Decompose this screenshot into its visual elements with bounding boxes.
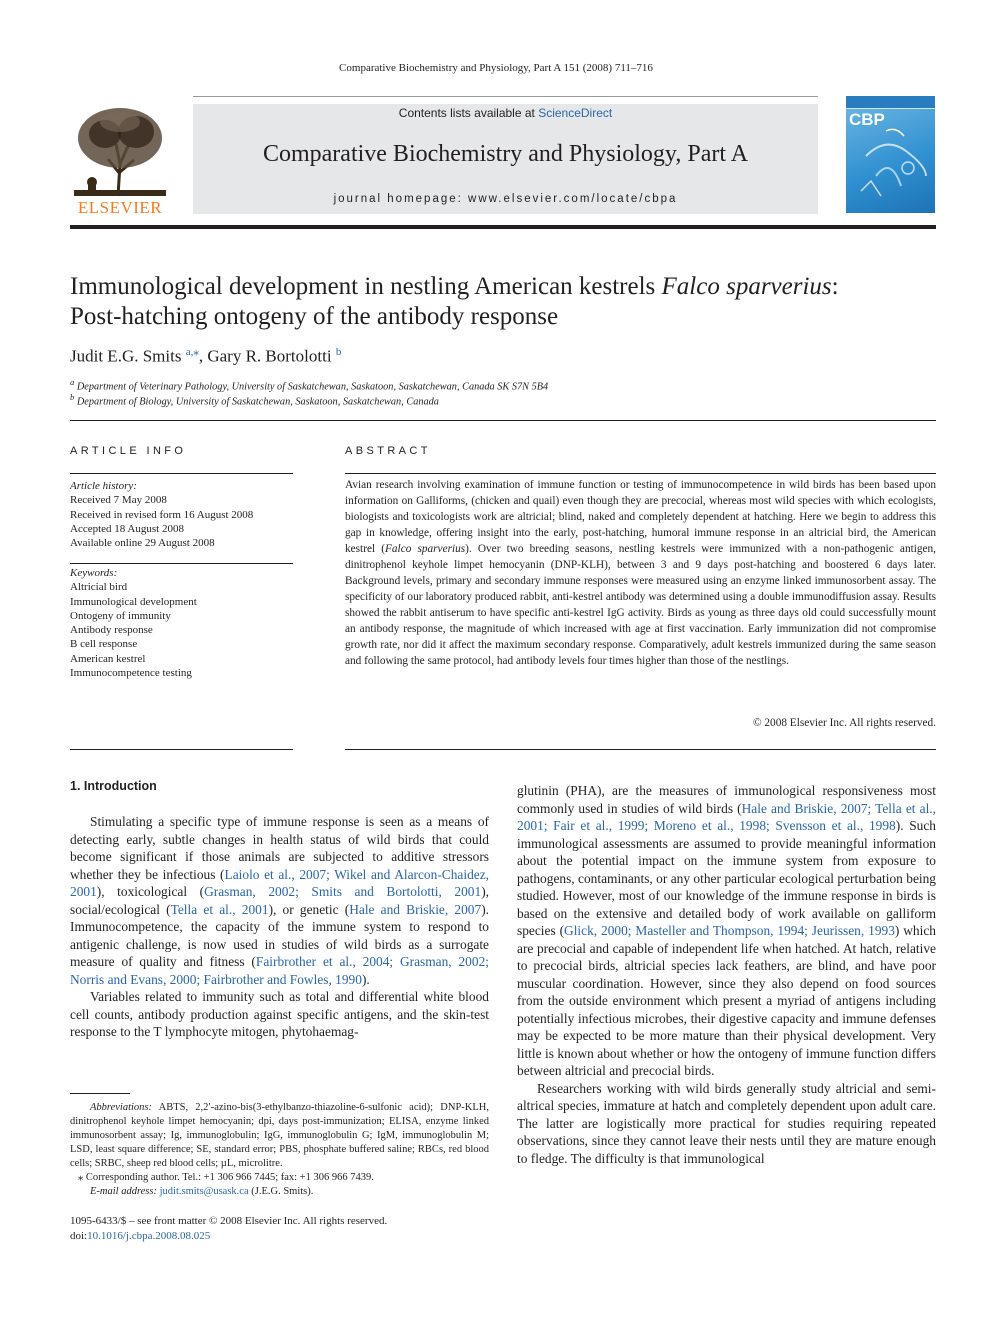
footnotes <box>70 1101 489 1199</box>
author-2: Gary R. Bortolotti <box>207 346 332 366</box>
keywords-label: Keywords: <box>70 567 118 579</box>
title-line1: Immunological development in nestling American kestrels <box>70 273 662 300</box>
abstract-rule <box>345 473 936 474</box>
header-thick-rule <box>70 225 936 229</box>
reference-link[interactable]: Hale and Briskie, 2007 <box>349 901 482 917</box>
corresponding-author-footnote <box>70 1171 489 1185</box>
abstract-species: Falco sparverius <box>385 543 466 555</box>
affiliation-b-text: Department of Biology, University of Saskatchewan, Saskatoon, Saskatchewan, Canada <box>76 396 439 408</box>
doi-link[interactable]: 10.1016/j.cbpa.2008.08.025 <box>87 1230 211 1242</box>
contents-prefix: Contents lists available at <box>398 106 539 120</box>
abbreviations-footnote <box>70 1101 489 1171</box>
reference-link[interactable]: Tella et al., 2001 <box>170 901 269 917</box>
affiliation-rule <box>70 420 936 421</box>
text-span: ). <box>361 971 370 987</box>
text-span: ), toxicological ( <box>96 884 205 899</box>
reference-link[interactable]: Grasman, 2002; Smits and Bortolotti, 2001 <box>204 884 482 899</box>
issn-line: 1095-6433/$ – see front matter © 2008 Elsevier Inc. All rights reserved. <box>70 1215 388 1227</box>
history-item: Available online 29 August 2008 <box>70 537 215 550</box>
affiliation-a-text: Department of Veterinary Pathology, University of Saskatchewan, Saskatoon, Saskatchewan, Canada SK S7N 5B4 <box>76 381 549 393</box>
author-1: Judit E.G. Smits <box>70 346 182 366</box>
abbreviations-label: Abbreviations: <box>90 1102 153 1113</box>
keywords-list <box>70 566 293 680</box>
issn-block <box>70 1214 387 1244</box>
sciencedirect-link[interactable]: ScienceDirect <box>538 106 613 120</box>
corresponding-mark: ⁎ <box>78 1172 84 1183</box>
doi-label: doi: <box>70 1230 88 1242</box>
email-link[interactable]: judit.smits@usask.ca <box>159 1186 249 1197</box>
article-info-heading: ARTICLE INFO <box>70 445 187 457</box>
history-item: Accepted 18 August 2008 <box>70 522 184 535</box>
author-separator: , <box>198 346 208 366</box>
abstract-part-1: Avian research involving examination of immune function or testing of immunocompetence in wild birds has been based upon information on Galliforms, (chicken and quail) even though they are precocial, whereas most wild species with which ecologists, biologists and toxicologists work are altricial; blind, naked and completely dependent at hatching. Here we begin to address this gap in knowledge, offering insight into the early, post-hatching, humoral immune response in an altricial bird, the American kestrel ( <box>345 479 936 555</box>
footnote-rule <box>70 1093 130 1094</box>
affiliation-a-mark: a <box>70 377 75 387</box>
right-column <box>517 782 936 1167</box>
keywords-rule <box>70 563 293 564</box>
author-2-affiliation[interactable]: b <box>335 346 342 358</box>
author-1-affiliation[interactable]: a,⁎ <box>185 346 199 358</box>
abstract-text <box>345 477 936 669</box>
journal-title: Comparative Biochemistry and Physiology, Part A <box>262 141 749 167</box>
title-species: Falco sparverius <box>661 273 832 300</box>
text-span: glutinin (PHA), are the measures of immunological responsiveness most commonly used in studies of wild birds ( <box>517 783 936 816</box>
doi-line <box>70 1229 387 1244</box>
keyword: Immunological development <box>70 595 197 608</box>
reference-link[interactable]: Hale and Briskie, 2007; Tella et al., 2001; Fair et al., 1999; Moreno et al., 1998; Svensson et al., 1998 <box>517 800 936 833</box>
text-span: ). Such immunological assessments are assumed to provide meaningful information about the potential impact on the immune system from exposure to pathogens, contaminants, or any other particular ecological perturbation being studied. However, most of our knowledge of the immune response in birds is based on the extensive and detailed body of work available on galliform species ( <box>517 818 936 938</box>
email-footnote <box>70 1185 489 1199</box>
email-suffix: (J.E.G. Smits). <box>248 1186 314 1197</box>
journal-homepage[interactable]: journal homepage: www.elsevier.com/locate/cbpa <box>333 193 678 205</box>
keyword: B cell response <box>70 638 138 651</box>
introduction-heading: 1. Introduction <box>70 779 157 793</box>
title-line2: Post-hatching ontogeny of the antibody response <box>70 303 559 330</box>
reference-link[interactable]: Glick, 2000; Masteller and Thompson, 1994; Jeurissen, 1993 <box>564 923 895 938</box>
contents-available-line <box>193 106 818 120</box>
corresponding-text: Corresponding author. Tel.: +1 306 966 7445; fax: +1 306 966 7439. <box>83 1172 374 1183</box>
history-item: Received in revised form 16 August 2008 <box>70 508 254 521</box>
affiliation-b-mark: b <box>70 392 75 402</box>
intro-paragraph-2: Variables related to immunity such as total and differential white blood cell counts, antibody production against specific antigens, and the skin-test response to the T lymphocyte mitogen, phytohaemag- <box>70 989 489 1039</box>
reference-link[interactable]: Laiolo et al., 2007; Wikel and Alarcon-Chaidez, 2001 <box>70 866 490 899</box>
keyword: American kestrel <box>70 652 146 665</box>
article-info-rule <box>70 473 293 474</box>
reference-link[interactable]: Fairbrother et al., 2004; Grasman, 2002; Norris and Evans, 2000; Fairbrother and Fowles, 1990 <box>70 954 489 987</box>
text-span: ). Immunocompetence, the capacity of the immune system to respond to antigenic challenge, is now used in studies of wild birds as a surrogate measure of quality and fitness ( <box>70 901 489 969</box>
affiliation-b <box>70 392 439 407</box>
abstract-copyright: © 2008 Elsevier Inc. All rights reserved. <box>752 717 936 729</box>
author-list <box>70 345 341 367</box>
email-label: E-mail address: <box>90 1186 157 1197</box>
intro-paragraph-1 <box>70 813 489 988</box>
article-info-bottom-rule <box>70 749 293 750</box>
history-item: Received 7 May 2008 <box>70 494 167 507</box>
keyword: Immunocompetence testing <box>70 667 192 680</box>
elsevier-wordmark: ELSEVIER <box>77 198 163 217</box>
text-span: ), or genetic ( <box>268 901 350 917</box>
keyword: Ontogeny of immunity <box>70 609 171 622</box>
text-span: ) which are precocial and capable of independent life when hatched. At hatch, relative to precocial birds, altricial species lack feathers, are blind, and have poor muscular coordination. However, since they also depend on food sources from the outside environment which present a myriad of antigens including potentially infectious microbes, their digestive capacity and immune defenses may be expected to be more mature than their physical development. Very little is known about whether or how the ontogeny of immune function differs between altricial and precocial birds. <box>517 923 936 1078</box>
cover-cbp-label: CBP <box>849 110 885 129</box>
header-top-rule <box>193 96 818 97</box>
abstract-bottom-rule <box>345 749 936 750</box>
history-label: Article history: <box>70 480 137 492</box>
article-history <box>70 479 293 550</box>
affiliation-a <box>70 377 548 392</box>
abstract-part-2: ). Over two breeding seasons, nestling kestrels were immunized with a non-pathogenic antigen, dinitrophenol keyhole limpet hemocyanin (DNP-KLH), between 3 and 9 days post-hatching and boostered 6 days later. Background levels, primary and secondary immune responses were measured using an enzyme linked immunosorbent assay. The specificity of our laboratory produced rabbit, anti-kestrel antibody was determined using a double immunodiffusion assay. Results showed the rabbit antiserum to have specific anti-kestrel IgG activity. Birds as young as three days old could successfully mount an antibody response, the magnitude of which increased with age at first vaccination. Early immunization did not compromise growth rate, nor did it affect the maximum secondary response. Comparatively, adult kestrels immunized during the same season and following the same protocol, had antibody levels four times higher than those of the nestlings. <box>345 543 937 667</box>
left-column <box>70 813 489 1041</box>
keyword: Antibody response <box>70 624 153 637</box>
text-span: ), social/ecological ( <box>70 884 489 917</box>
abbreviations-text: ABTS, 2,2′-azino-bis(3-ethylbanzo-thiazoline-6-sulfonic acid); DNP-KLH, dinitrophenol keyhole limpet hemocyanin; dpi, days post-immunization; ELISA, enzyme linked immunosorbent assay; Ig, immunoglobulin; IgG, immunoglobulin G; IgM, immunoglobulin M; LSD, least square difference; SE, standard error; PBS, phosphate buffered saline; RBCs, red blood cells; SRBC, sheep red blood cells; µL, microlitre. <box>70 1102 489 1169</box>
intro-paragraph-2-continued <box>517 782 936 1080</box>
intro-paragraph-3: Researchers working with wild birds generally study altricial and semi-altrical species, immature at hatch and completely dependent upon adult care. The latter are logistically more practical for studies requiring repeated observations, since they cannot leave their nests until they are mature enough to fledge. The difficulty is that immunological <box>517 1080 936 1166</box>
keyword: Altricial bird <box>70 581 128 594</box>
journal-citation: Comparative Biochemistry and Physiology, Part A 151 (2008) 711–716 <box>339 62 653 74</box>
abstract-heading: ABSTRACT <box>345 445 431 457</box>
text-span: Stimulating a specific type of immune response is seen as a means of detecting early, subtle changes in health status of wild birds that could become significant if those animals are subjected to additive stressors whether they be infectious ( <box>70 814 489 882</box>
cover-top-band <box>846 96 935 109</box>
article-title <box>70 272 950 332</box>
title-colon: : <box>831 273 839 300</box>
